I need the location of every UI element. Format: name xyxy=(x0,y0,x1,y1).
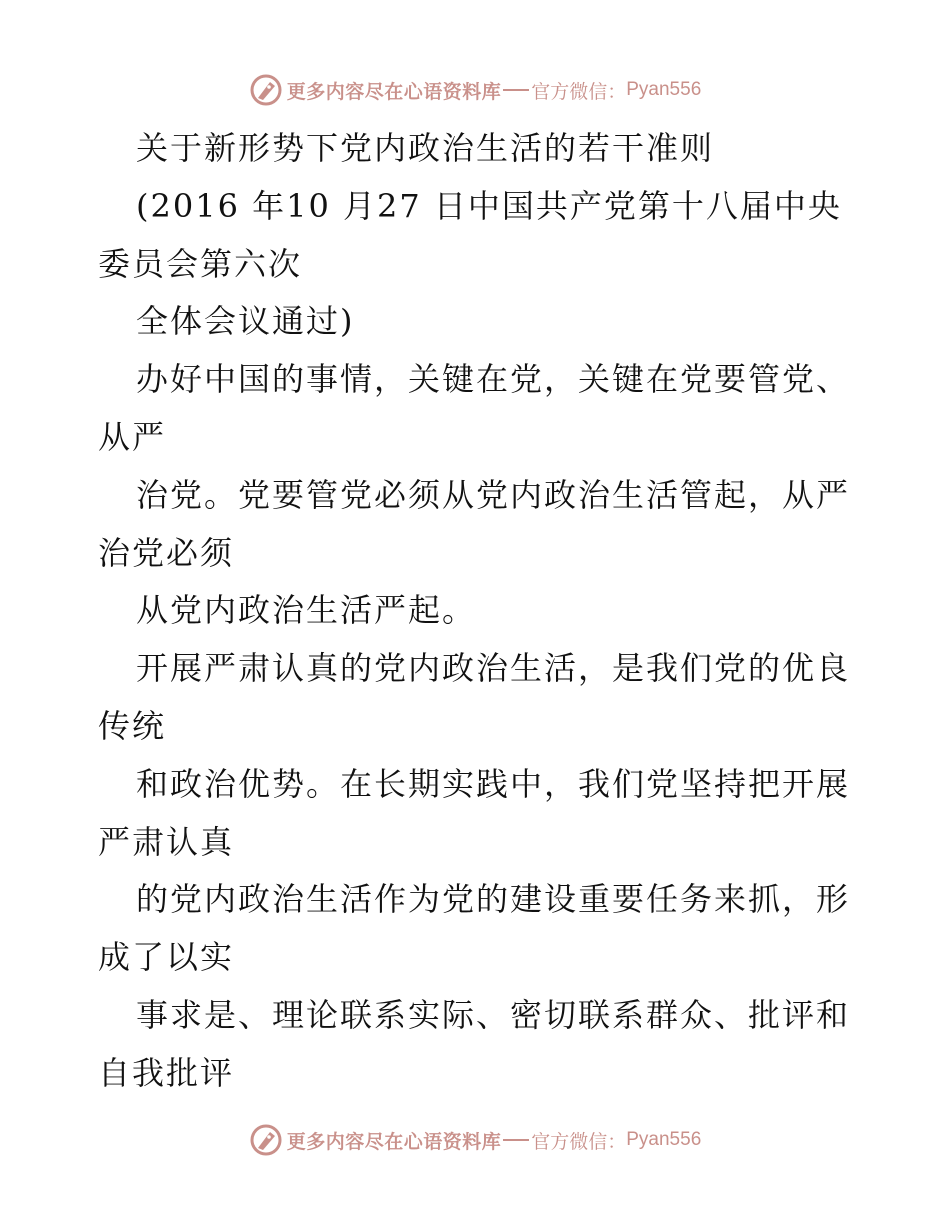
doc-line: 传统 xyxy=(98,706,167,745)
banner-wechat-id: Pyan556 xyxy=(626,79,702,100)
doc-line: 全体会议通过) xyxy=(136,302,355,341)
doc-line: 治党。党要管党必须从党内政治生活管起，从严 xyxy=(136,475,851,514)
banner-wechat-id: Pyan556 xyxy=(626,1129,702,1150)
header-banner xyxy=(0,70,950,110)
banner-slogan: 更多内容尽在心语资料库 xyxy=(286,1130,502,1153)
doc-line: 从严 xyxy=(98,417,167,456)
doc-line: 办好中国的事情，关键在党，关键在党要管党、 xyxy=(136,360,851,399)
banner-dash xyxy=(503,89,529,91)
doc-line: 严肃认真 xyxy=(98,822,235,861)
doc-line: 事求是、理论联系实际、密切联系群众、批评和 xyxy=(136,995,851,1034)
doc-line: 委员会第六次 xyxy=(98,244,303,283)
doc-line: 开展严肃认真的党内政治生活，是我们党的优良 xyxy=(136,649,851,688)
footer-banner xyxy=(0,1120,950,1160)
doc-line: 的党内政治生活作为党的建设重要任务来抓，形 xyxy=(136,880,851,919)
pen-nib-logo-icon xyxy=(249,73,283,107)
banner-dash xyxy=(503,1139,529,1141)
banner-slogan: 更多内容尽在心语资料库 xyxy=(286,80,502,103)
doc-line: 和政治优势。在长期实践中，我们党坚持把开展 xyxy=(136,764,851,803)
doc-line: 从党内政治生活严起。 xyxy=(136,591,477,630)
doc-line: 成了以实 xyxy=(98,938,235,977)
document-body xyxy=(98,120,868,1103)
doc-line: 关于新形势下党内政治生活的若干准则 xyxy=(136,129,715,167)
pen-nib-logo-icon xyxy=(249,1123,283,1157)
banner-wechat-label: 官方微信： xyxy=(531,1130,627,1153)
doc-line: 自我批评 xyxy=(98,1053,235,1092)
doc-line: (2016 年10 月27 日中国共产党第十八届中央 xyxy=(136,186,842,225)
banner-wechat-label: 官方微信： xyxy=(531,80,627,103)
doc-line: 治党必须 xyxy=(98,533,235,572)
